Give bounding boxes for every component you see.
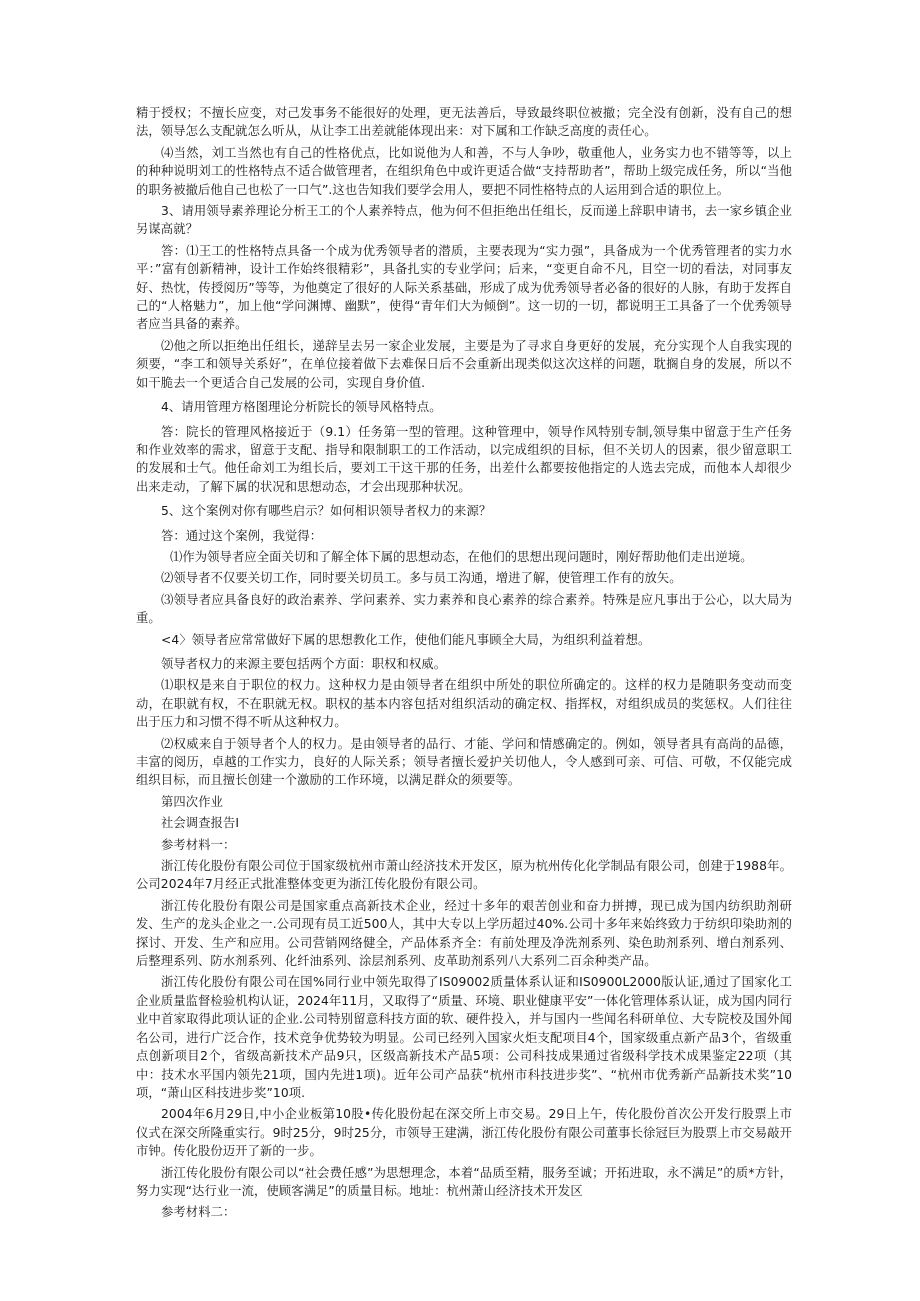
answer-4: 答：院长的管理风格接近于（9.1）任务第一型的管理。这种管理中，领导作风特别专制,领导集中留意于生产任务和作业效率的需求，留意于支配、指导和限制职工的工作活动，以完成组织的目标，但不关切人的因素，很少留意职工的发展和士气。他任命刘工为组长后，要刘工干这干那的任务，出差什么都要按他指定的人选去完成，而他本人却很少出来走动，了解下属的状况和思想动态，才会出现那种状况。 — [136, 424, 792, 494]
answer-3-2: ⑵他之所以拒绝出任组长，递辞呈去另一家企业发展，主要是为了寻求自身更好的发展，充分实现个人自我实现的须要，“李工和领导关系好”，在单位接着做下去难保日后不会重新出现类似这次这样的问题，耽搁自身的发展，所以不如干脆去一个更适合自己发展的公司，实现自身价值. — [136, 338, 792, 390]
reference-2-heading: 参考材料二： — [161, 1205, 236, 1220]
answer-5-3: ⑶领导者应具备良好的政治素养、学问素养、实力素养和良心素养的综合素养。特殊是应凡事出于公心，以大局为重。 — [136, 592, 792, 626]
question-4: 4、请用管理方格图理论分析院长的领导风格特点。 — [161, 400, 442, 415]
section-heading-4th-assignment: 第四次作业 — [161, 794, 223, 809]
answer-3-1: 答：⑴王工的性格特点具备一个成为优秀领导者的潜质，主要表现为“实力强”，具备成为一个优秀管理者的实力水平：”富有创新精神，设计工作始终很精彩”，具备扎实的专业学问；后来，“变更自命不凡，目空一切的看法，对同事友好、热忱，传授阅历”等等，为他奠定了很好的人际关系基础，形成了成为优秀领导者必备的很好的人脉，有助于发挥自己的“人格魅力”，加上他“学问渊博、幽默”，使得“青年们大为倾倒”。这一切的一切，都说明王工具备了一个优秀领导者应当具备的素养。 — [136, 243, 792, 332]
reference-1-para-4: 2004年6月29日,中小企业板第10股•传化股份起在深交所上市交易。29日上午，传化股份首次公开发行股票上市仪式在深交所隆重实行。9时25分，9时25分，市领导王建满，浙江传化股份有限公司董事长徐冠巨为股票上市交易敲开市钟。传化股份迈开了新的一步。 — [136, 1107, 792, 1159]
question-3: 3、请用领导素养理论分析王工的个人素养特点，他为何不但拒绝出任组长，反而递上辞职申请书，去一家乡镇企业另谋高就？ — [136, 204, 792, 237]
question-5: 5、这个案例对你有哪些启示？如何相识领导者权力的来源？ — [161, 504, 492, 519]
paragraph-answer-2-4: ⑷当然，刘工当然也有自己的性格优点，比如说他为人和善，不与人争吵，敬重他人，业务实力也不错等等，以上的种种说明刘工的性格特点不适合做管理者，在组织角色中或许更适合做“支持帮助者”，帮助上级完成任务，所以“当他的职务被撤后他自己也松了一口气”.这也告知我们要学会用人，要把不同性格特点的人运用到合适的职位上。 — [136, 145, 792, 197]
answer-5-intro: 答：通过这个案例，我觉得： — [161, 528, 323, 543]
section-subheading-survey: 社会调查报告Ⅰ — [161, 816, 240, 831]
power-source-2: ⑵权威来自于领导者个人的权力。是由领导者的品行、才能、学问和情感确定的。例如，领导者具有高尚的品德，丰富的阅历，卓越的工作实力，良好的人际关系；领导者擅长爱护关切他人，令人感到可亲、可信、可敬，不仅能完成组织目标，而且擅长创建一个激励的工作环境，以满足群众的须要等。 — [136, 736, 792, 788]
reference-1-para-5: 浙江传化股份有限公司以“社会费任感”为思想理念，本着“品质至精，服务至诚；开拓进取，永不满足”的质*方针，努力实现“达行业一流，使顾客满足”的质量目标。地址：杭州萧山经济技术开发区 — [136, 1165, 792, 1198]
reference-1-para-1: 浙江传化股份有限公司位于国家级杭州市萧山经济技术开发区，原为杭州传化化学制品有限公司，创建于1988年。公司2024年7月经正式批准整体变更为浙江传化股份有限公司。 — [136, 859, 792, 892]
reference-1-para-2: 浙江传化股份有限公司是国家重点高新技术企业，经过十多年的艰苦创业和奋力拼搏，现已成为国内纺织助剂研发、生产的龙头企业之一.公司现有员工近500人，其中大专以上学历超过40%.公司十多年来始终致力于纺织印染助剂的探讨、开发、生产和应用。公司营销网络健全，产品体系齐全：有前处理及净洗剂系列、染色助剂系列、增白剂系列、后整理系列、防水剂系列、化纤油系列、涂层剂系列、皮革助剂系列八大系列二百余种类产品。 — [136, 898, 792, 969]
paragraph-continuation: 精于授权；不擅长应变，对己发事务不能很好的处理，更无法善后，导致最终职位被撤；完全没有创新，没有自己的想法，领导怎么支配就怎么听从，从让李工出差就能体现出来：对下属和工作缺乏高度的责任心。 — [136, 106, 792, 139]
answer-5-4: <4〉领导者应常常做好下属的思想教化工作，使他们能凡事顾全大局，为组织利益着想。 — [161, 632, 651, 647]
answer-5-2: ⑵领导者不仅要关切工作，同时要关切员工。多与员工沟通，增进了解，使管理工作有的放矢。 — [161, 571, 682, 586]
power-source-intro: 领导者权力的来源主要包括两个方面：职权和权威。 — [161, 656, 447, 671]
answer-5-1: ⑴作为领导者应全面关切和了解全体下属的思想动态，在他们的思想出现问题时，刚好帮助他们走出逆境。 — [170, 549, 753, 564]
reference-1-heading: 参考材料一： — [161, 837, 236, 852]
power-source-1: ⑴职权是来自于职位的权力。这种权力是由领导者在组织中所处的职位所确定的。这样的权力是随职务变动而变动，在职就有权，不在职就无权。职权的基本内容包括对组织活动的确定权、指挥权，对组织成员的奖惩权。人们往往出于压力和习惯不得不听从这种权力。 — [136, 678, 792, 730]
reference-1-para-3: 浙江传化股份有限公司在国%同行业中领先取得了IS09002质量体系认证和IS0900L2000版认证,通过了国家化工企业质量监督检验机构认证，2024年11月，又取得了“质量、环境、职业健康平安”一体化管理体系认证，成为国内同行业中首家取得此项认证的企业.公司特别留意科技方面的软、硬件投入，并与国内一些闻名科研单位、大专院校及国外闻名公司，进行广泛合作，技术竞争优势较为明显。公司已经列入国家火炬支配项目4个，国家级重点新产品3个，省级重点创新项目2个，省级高新技术产品9只，区级高新技术产品5项：公司科技成果通过省级科学技术成果鉴定22项（其中：技术水平国内领先21项，国内先进1项)。近年公司产品获“杭州市科技进步奖”、“杭州市优秀新产品新技术奖”10项，“萧山区科技进步奖”10项. — [136, 975, 792, 1100]
